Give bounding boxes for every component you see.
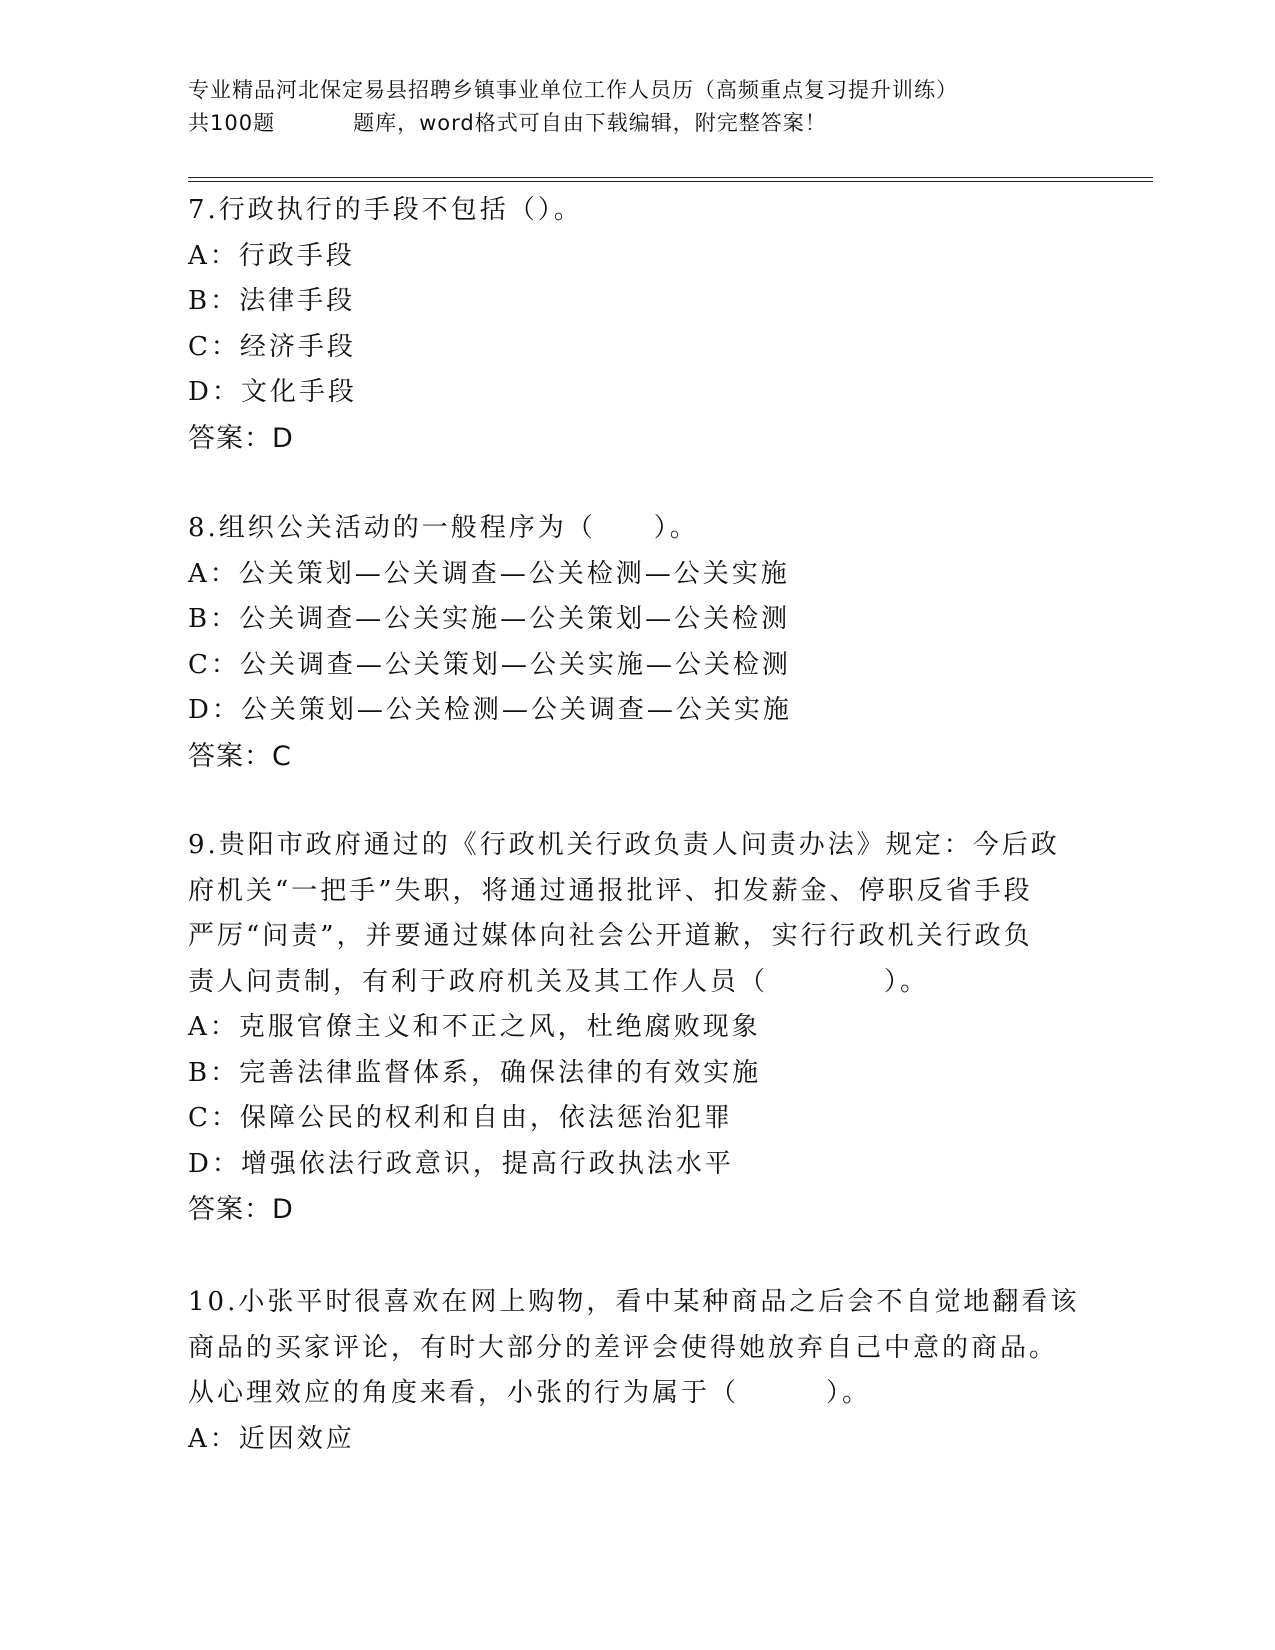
question-stem-line-4: 责人问责制，有利于政府机关及其工作人员（ ）。 xyxy=(188,966,930,997)
download-note: 题库，word格式可自由下载编辑，附完整答案！ xyxy=(353,111,827,135)
question-stem: 8.组织公关活动的一般程序为（ ）。 xyxy=(188,513,699,543)
answer: 答案：D xyxy=(188,422,294,454)
question-stem-line-1: 10.小张平时很喜欢在网上购物，看中某种商品之后会不自觉地翻看该 xyxy=(188,1287,1080,1317)
question-10 xyxy=(188,1280,1088,1462)
header-divider xyxy=(188,177,1153,178)
answer: 答案：D xyxy=(188,1194,294,1225)
question-8 xyxy=(188,506,1088,779)
question-stem-line-3: 严厉“问责”，并要通过媒体向社会公开道歉，实行行政机关行政负 xyxy=(188,921,1033,951)
header-subtitle xyxy=(188,107,1088,140)
option-a: A：公关策划—公关调查—公关检测—公关实施 xyxy=(188,558,790,589)
question-stem: 7.行政执行的手段不包括（）。 xyxy=(188,195,583,225)
option-c: C：经济手段 xyxy=(188,331,356,362)
header-divider-second xyxy=(188,181,1153,182)
option-b: B：法律手段 xyxy=(188,286,356,316)
option-d: D：增强依法行政意识，提高行政执法水平 xyxy=(188,1148,734,1179)
header-title: 专业精品河北保定易县招聘乡镇事业单位工作人员历（高频重点复习提升训练） xyxy=(188,78,958,102)
option-b: B：完善法律监督体系，确保法律的有效实施 xyxy=(188,1057,762,1088)
question-stem-line-1: 9.贵阳市政府通过的《行政机关行政负责人问责办法》规定：今后政 xyxy=(188,830,1060,860)
option-b: B：公关调查—公关实施—公关策划—公关检测 xyxy=(188,604,791,634)
option-a: A：近因效应 xyxy=(188,1423,355,1454)
question-9 xyxy=(188,823,1088,1233)
answer: 答案：C xyxy=(188,740,292,772)
option-d: D：公关策划—公关检测—公关调查—公关实施 xyxy=(188,695,792,725)
option-c: C：保障公民的权利和自由，依法惩治犯罪 xyxy=(188,1103,733,1133)
question-7 xyxy=(188,188,1088,461)
question-stem-line-2: 府机关“一把手”失职，将通过通报批评、扣发薪金、停职反省手段 xyxy=(188,875,1033,906)
document-header xyxy=(188,74,1088,140)
question-stem-line-2: 商品的买家评论，有时大部分的差评会使得她放弃自己中意的商品。 xyxy=(188,1332,1059,1363)
question-stem-line-3: 从心理效应的角度来看，小张的行为属于（ ）。 xyxy=(188,1378,872,1408)
option-a: A：行政手段 xyxy=(188,240,355,271)
question-count: 共100题 xyxy=(188,111,276,135)
option-a: A：克服官僚主义和不正之风，杜绝腐败现象 xyxy=(188,1012,761,1042)
option-c: C：公关调查—公关策划—公关实施—公关检测 xyxy=(188,649,791,680)
option-d: D：文化手段 xyxy=(188,377,357,407)
